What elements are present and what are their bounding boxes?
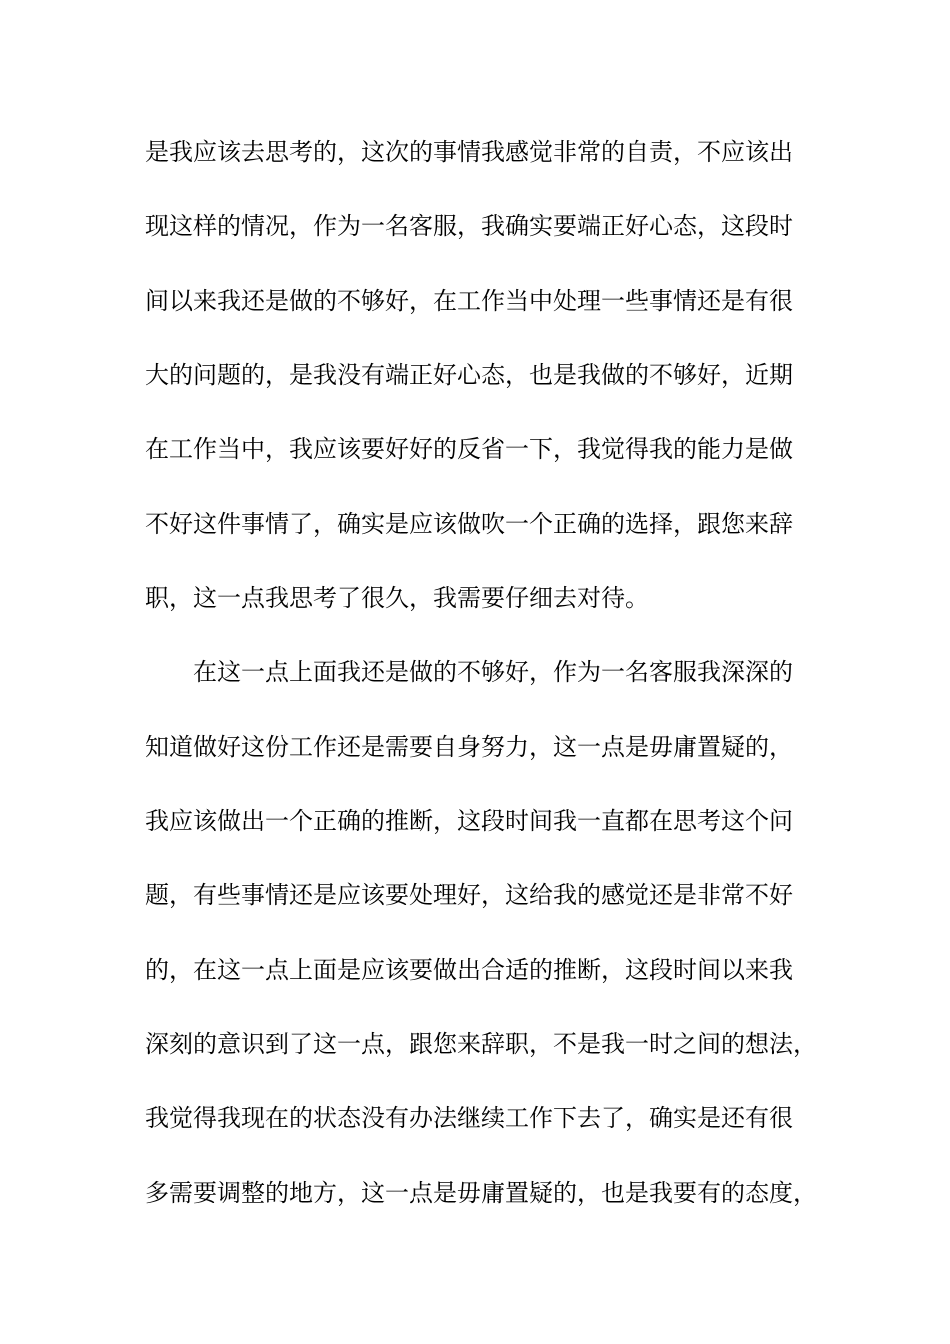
text-line: 不好这件事情了，确实是应该做吹一个正确的选择，跟您来辞 <box>145 510 793 538</box>
text-line: 的，在这一点上面是应该要做出合适的推断，这段时间以来我 <box>145 956 793 984</box>
text-line: 深刻的意识到了这一点，跟您来辞职，不是我一时之间的想法， <box>145 1030 817 1058</box>
text-line: 我应该做出一个正确的推断，这段时间我一直都在思考这个问 <box>145 807 793 835</box>
text-line: 职，这一点我思考了很久，我需要仔细去对待。 <box>145 584 649 612</box>
paragraph-first-line: 在这一点上面我还是做的不够好，作为一名客服我深深的 <box>193 658 793 686</box>
text-line: 大的问题的，是我没有端正好心态，也是我做的不够好，近期 <box>145 361 793 389</box>
text-line: 现这样的情况，作为一名客服，我确实要端正好心态，这段时 <box>145 212 793 240</box>
text-line: 知道做好这份工作还是需要自身努力，这一点是毋庸置疑的， <box>145 733 793 761</box>
text-line: 我觉得我现在的状态没有办法继续工作下去了，确实是还有很 <box>145 1104 793 1132</box>
text-line: 多需要调整的地方，这一点是毋庸置疑的，也是我要有的态度， <box>145 1179 817 1207</box>
text-line: 是我应该去思考的，这次的事情我感觉非常的自责，不应该出 <box>145 138 793 166</box>
text-line: 在工作当中，我应该要好好的反省一下，我觉得我的能力是做 <box>145 435 793 463</box>
text-line: 间以来我还是做的不够好，在工作当中处理一些事情还是有很 <box>145 287 793 315</box>
text-line: 题，有些事情还是应该要处理好，这给我的感觉还是非常不好 <box>145 881 793 909</box>
